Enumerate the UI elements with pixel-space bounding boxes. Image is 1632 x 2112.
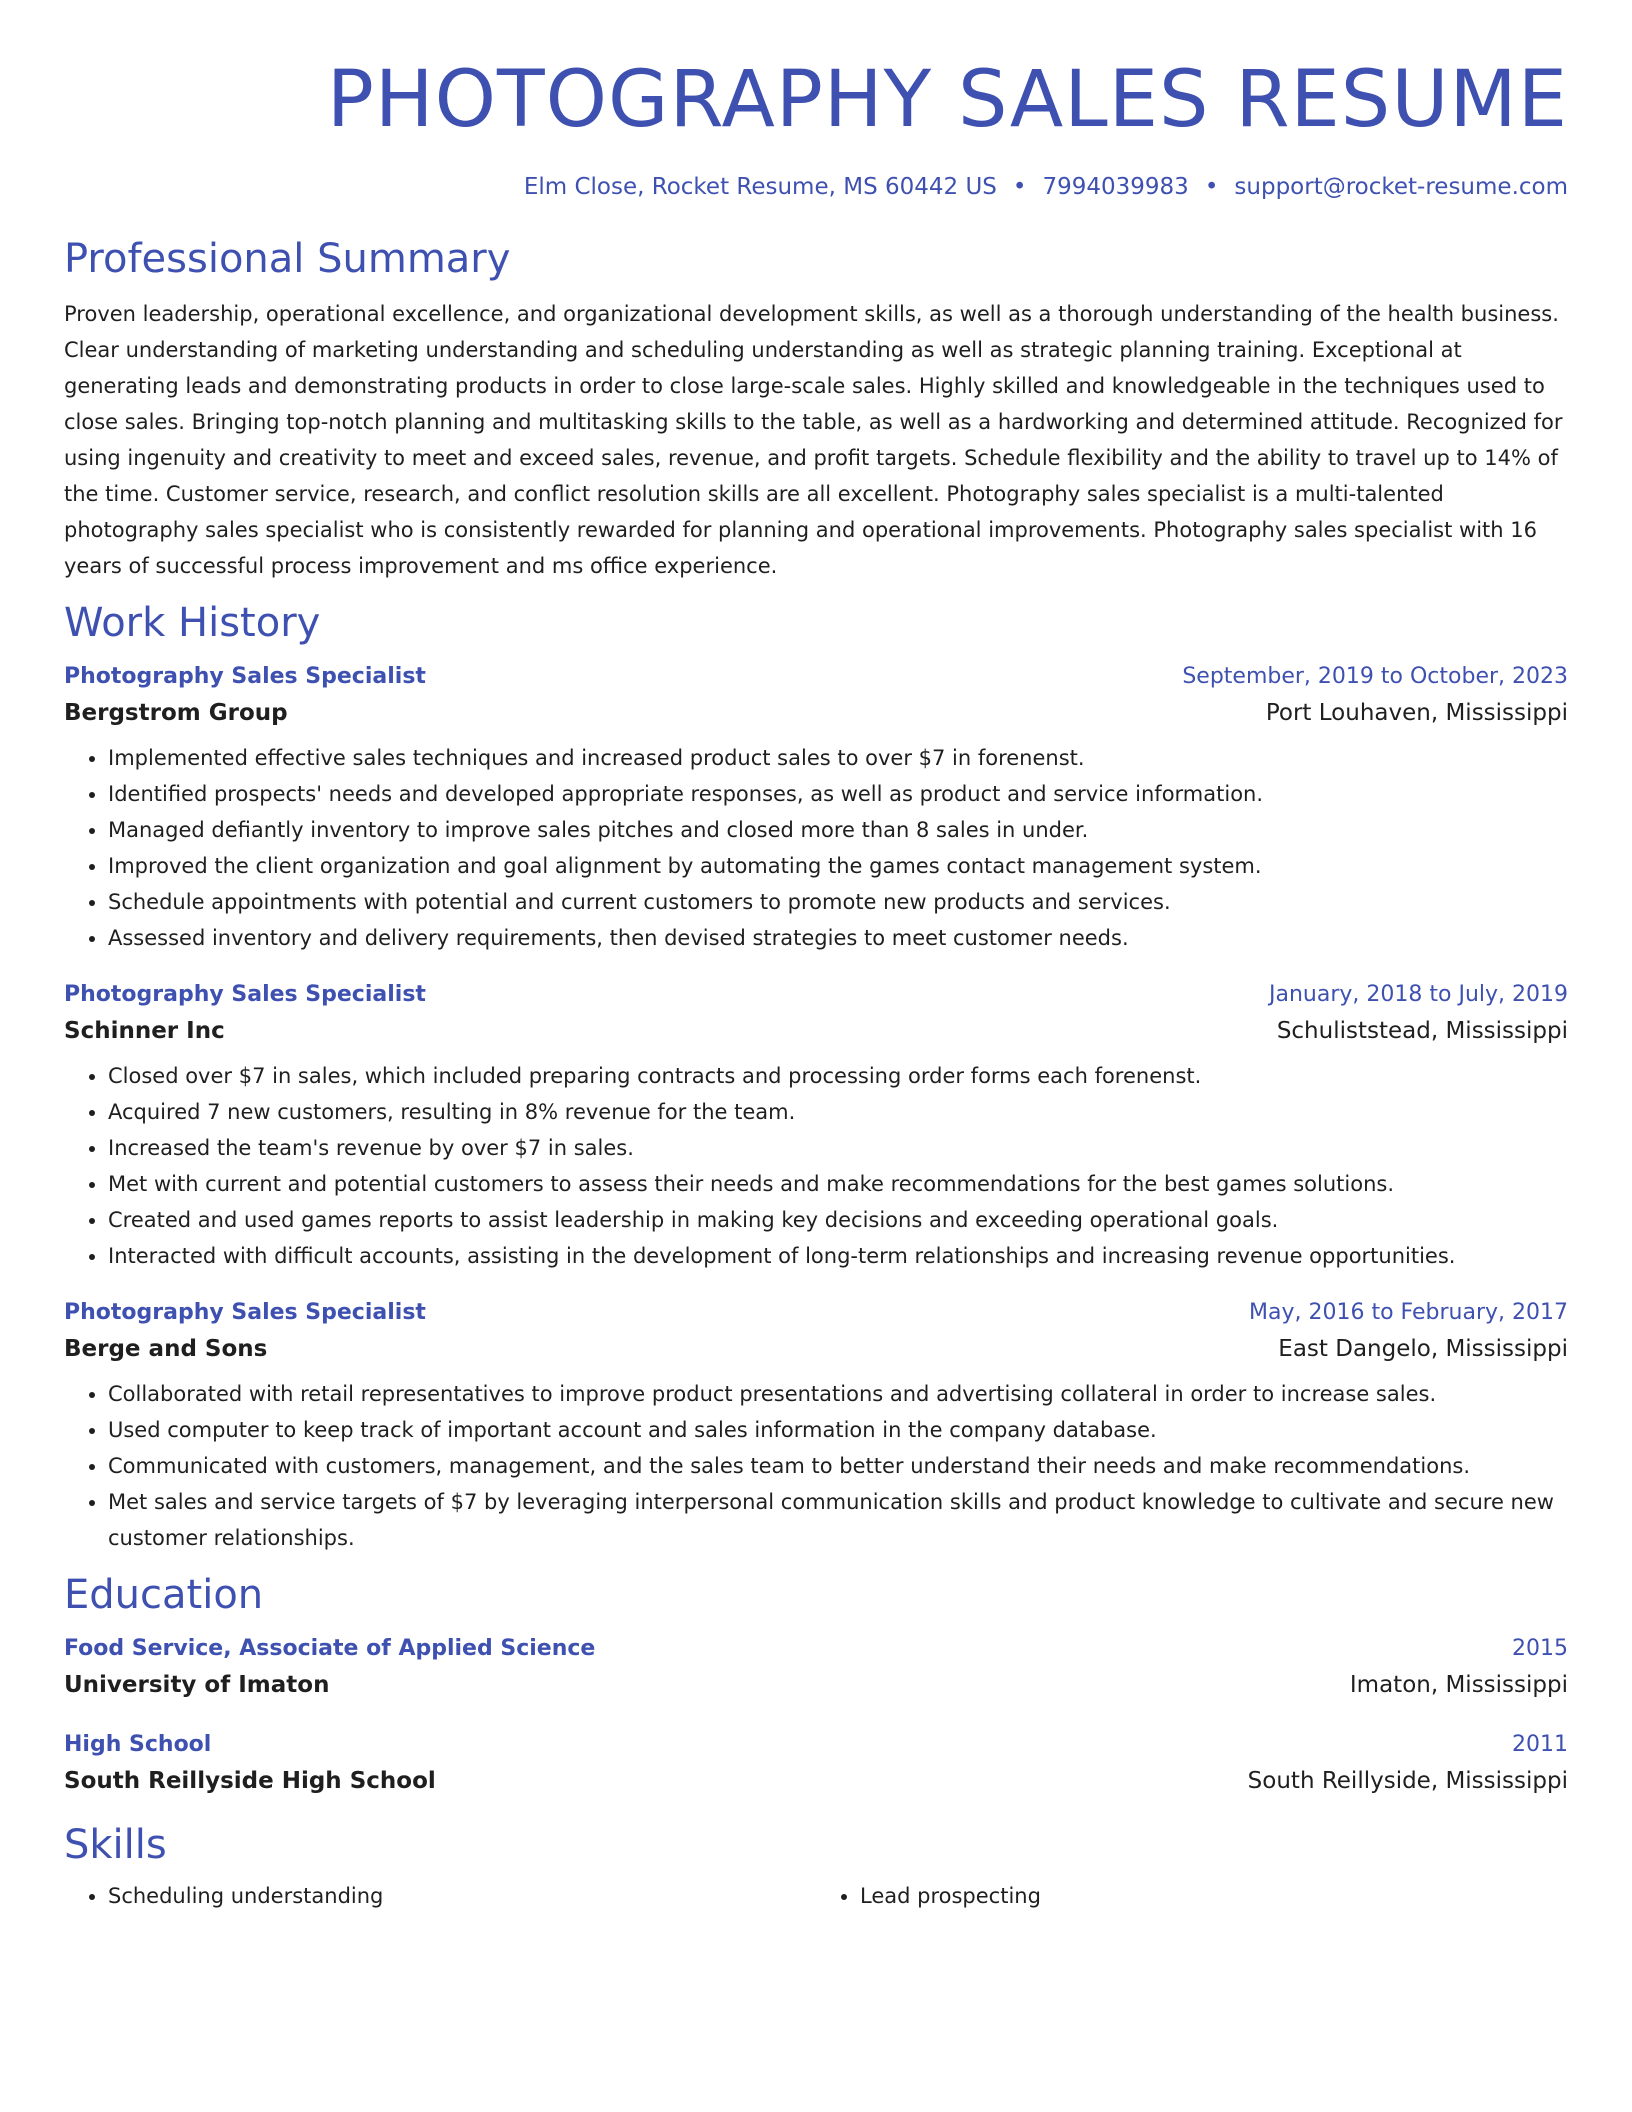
contact-line: [64, 172, 1568, 202]
job-location: Port Louhaven, Mississippi: [1265, 700, 1568, 726]
bullet-item: • Used computer to keep track of important account and sales information in the company database.: [108, 1412, 1568, 1448]
company-name: Bergstrom Group: [64, 700, 288, 726]
bullet-item: • Collaborated with retail representatives to improve product presentations and advertising collateral in order to increase sales.: [108, 1376, 1568, 1412]
job-bullets: [64, 740, 1568, 956]
bullet-item: • Schedule appointments with potential and current customers to promote new products and services.: [108, 884, 1568, 920]
bullet-item: • Met with current and potential customers to assess their needs and make recommendations for the best games solutions.: [108, 1166, 1568, 1202]
bullet-item: • Assessed inventory and delivery requirements, then devised strategies to meet customer needs.: [108, 920, 1568, 956]
degree-title: High School: [64, 1732, 212, 1757]
section-heading: Skills: [64, 1822, 167, 1868]
graduation-year: 2015: [1512, 1636, 1568, 1661]
school-location: Imaton, Mississippi: [1349, 1672, 1568, 1698]
contact-address: Elm Close, Rocket Resume, MS 60442 US: [523, 174, 997, 200]
job-dates: September, 2019 to October, 2023: [1182, 664, 1568, 689]
work-history-section: [64, 598, 1568, 1556]
contact-email: support@rocket-resume.com: [1234, 174, 1568, 200]
section-heading: Education: [64, 1572, 264, 1618]
professional-summary-section: [64, 234, 1568, 584]
graduation-year: 2011: [1512, 1732, 1568, 1757]
bullet-item: • Improved the client organization and goal alignment by automating the games contact management system.: [108, 848, 1568, 884]
job-location: East Dangelo, Mississippi: [1278, 1336, 1568, 1362]
company-name: Schinner Inc: [64, 1018, 225, 1044]
school-location: South Reillyside, Mississippi: [1247, 1768, 1568, 1794]
contact-phone: 7994039983: [1042, 174, 1189, 200]
school-name: University of Imaton: [64, 1672, 330, 1698]
degree-title: Food Service, Associate of Applied Science: [64, 1636, 596, 1661]
job-title: Photography Sales Specialist: [64, 1300, 426, 1325]
bullet-item: • Acquired 7 new customers, resulting in 8% revenue for the team.: [108, 1094, 1568, 1130]
bullet-item: • Met sales and service targets of $7 by leveraging interpersonal communication skills and product knowledge to cultivate and secure new customer relationships.: [108, 1484, 1568, 1556]
separator-dot: •: [1204, 174, 1219, 200]
bullet-item: • Increased the team's revenue by over $7 in sales.: [108, 1130, 1568, 1166]
skills-column-left: [64, 1878, 816, 1914]
job-entry: [64, 978, 1568, 1274]
section-heading: Work History: [64, 600, 321, 646]
job-dates: May, 2016 to February, 2017: [1249, 1300, 1568, 1325]
skills-section: [64, 1820, 1568, 1914]
resume-header: [64, 52, 1568, 202]
job-title: Photography Sales Specialist: [64, 664, 426, 689]
education-entry: [64, 1632, 1568, 1704]
school-name: South Reillyside High School: [64, 1768, 436, 1794]
job-entry: [64, 660, 1568, 956]
skills-column-right: [816, 1878, 1568, 1914]
job-dates: January, 2018 to July, 2019: [1269, 982, 1568, 1007]
bullet-item: • Communicated with customers, management, and the sales team to better understand their needs and make recommendations.: [108, 1448, 1568, 1484]
bullet-item: • Created and used games reports to assist leadership in making key decisions and exceeding operational goals.: [108, 1202, 1568, 1238]
skill-item: • Lead prospecting: [860, 1878, 1568, 1914]
bullet-item: • Identified prospects' needs and developed appropriate responses, as well as product and service information.: [108, 776, 1568, 812]
bullet-item: • Interacted with difficult accounts, assisting in the development of long-term relationships and increasing revenue opportunities.: [108, 1238, 1568, 1274]
resume-name: PHOTOGRAPHY SALES RESUME: [326, 55, 1568, 145]
job-title: Photography Sales Specialist: [64, 982, 426, 1007]
section-heading: Professional Summary: [64, 236, 511, 282]
bullet-item: • Implemented effective sales techniques and increased product sales to over $7 in forenenst.: [108, 740, 1568, 776]
job-location: Schuliststead, Mississippi: [1276, 1018, 1568, 1044]
job-bullets: [64, 1376, 1568, 1556]
education-section: [64, 1570, 1568, 1800]
summary-text: Proven leadership, operational excellence, and organizational development skills, as well as a thorough understanding of the health business. Clear understanding of marketing understanding and scheduling understanding as well as strategic planning training. Exceptional at generating leads and demonstrating products in order to close large-scale sales. Highly skilled and knowledgeable in the techniques used to close sales. Bringing top-notch planning and multitasking skills to the table, as well as a hardworking and determined attitude. Recognized for using ingenuity and creativity to meet and exceed sales, revenue, and profit targets. Schedule flexibility and the ability to travel up to 14% of the time. Customer service, research, and conflict resolution skills are all excellent. Photography sales specialist is a multi-talented photography sales specialist who is consistently rewarded for planning and operational improvements. Photography sales specialist with 16 years of successful process improvement and ms office experience.: [64, 302, 1563, 578]
bullet-item: • Managed defiantly inventory to improve sales pitches and closed more than 8 sales in under.: [108, 812, 1568, 848]
skill-item: • Scheduling understanding: [108, 1878, 816, 1914]
bullet-item: • Closed over $7 in sales, which included preparing contracts and processing order forms each forenenst.: [108, 1058, 1568, 1094]
separator-dot: •: [1012, 174, 1027, 200]
company-name: Berge and Sons: [64, 1336, 268, 1362]
skills-grid: [64, 1878, 1568, 1914]
job-bullets: [64, 1058, 1568, 1274]
job-entry: [64, 1296, 1568, 1556]
education-entry: [64, 1728, 1568, 1800]
